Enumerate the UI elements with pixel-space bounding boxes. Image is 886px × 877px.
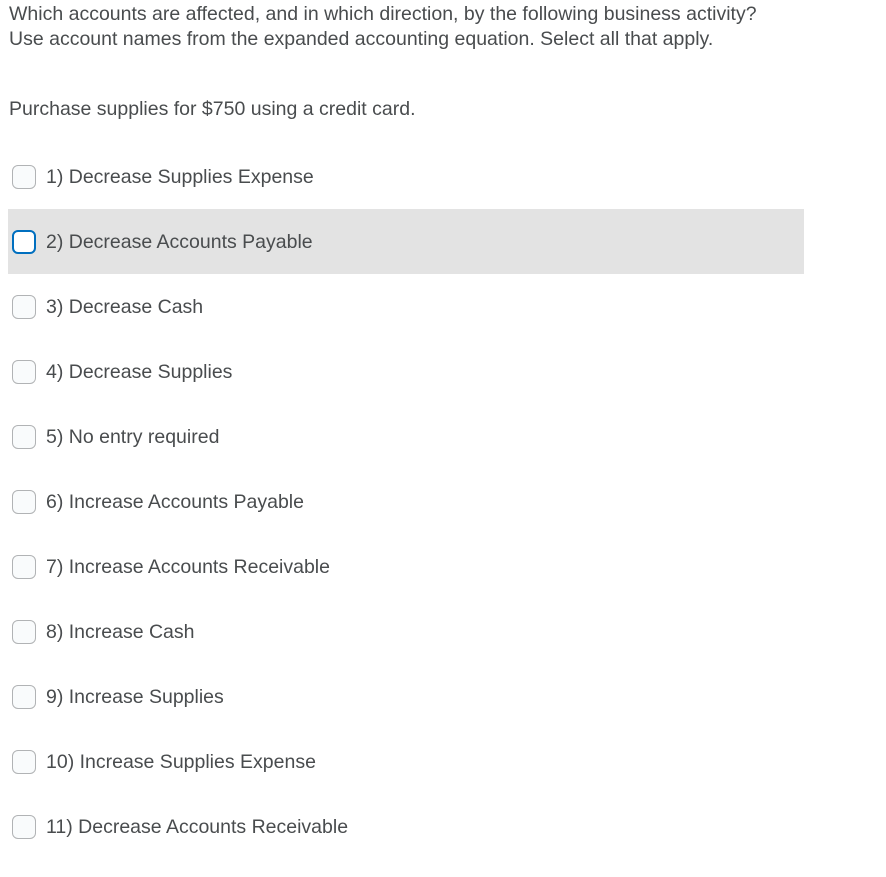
checkbox-10[interactable] xyxy=(12,750,36,774)
answer-option-1[interactable] xyxy=(8,144,804,209)
checkbox-7[interactable] xyxy=(12,555,36,579)
answer-option-6[interactable] xyxy=(8,469,804,534)
checkbox-6[interactable] xyxy=(12,490,36,514)
checkbox-11[interactable] xyxy=(12,815,36,839)
question-scenario: Purchase supplies for $750 using a credit card. xyxy=(9,98,416,120)
answer-label-10: 10) Increase Supplies Expense xyxy=(46,750,316,773)
checkbox-8[interactable] xyxy=(12,620,36,644)
checkbox-4[interactable] xyxy=(12,360,36,384)
checkbox-1[interactable] xyxy=(12,165,36,189)
answer-label-4: 4) Decrease Supplies xyxy=(46,360,233,383)
answer-option-11[interactable] xyxy=(8,794,804,859)
answer-option-2[interactable] xyxy=(8,209,804,274)
answer-option-4[interactable] xyxy=(8,339,804,404)
answer-label-6: 6) Increase Accounts Payable xyxy=(46,490,304,513)
answer-option-9[interactable] xyxy=(8,664,804,729)
question-prompt: Which accounts are affected, and in which direction, by the following business activity? Use account names from the expanded accounting equation. Select all that apply. xyxy=(9,3,757,50)
answer-options-list xyxy=(8,144,804,859)
answer-option-7[interactable] xyxy=(8,534,804,599)
answer-label-9: 9) Increase Supplies xyxy=(46,685,224,708)
checkbox-3[interactable] xyxy=(12,295,36,319)
answer-label-3: 3) Decrease Cash xyxy=(46,295,204,318)
answer-label-7: 7) Increase Accounts Receivable xyxy=(46,555,330,578)
answer-option-10[interactable] xyxy=(8,729,804,794)
answer-label-1: 1) Decrease Supplies Expense xyxy=(46,165,314,188)
answer-option-5[interactable] xyxy=(8,404,804,469)
answer-label-11: 11) Decrease Accounts Receivable xyxy=(46,815,349,838)
answer-label-2: 2) Decrease Accounts Payable xyxy=(46,230,313,253)
checkbox-5[interactable] xyxy=(12,425,36,449)
answer-option-8[interactable] xyxy=(8,599,804,664)
answer-label-5: 5) No entry required xyxy=(46,425,220,448)
checkbox-2[interactable] xyxy=(12,230,36,254)
answer-option-3[interactable] xyxy=(8,274,804,339)
checkbox-9[interactable] xyxy=(12,685,36,709)
answer-label-8: 8) Increase Cash xyxy=(46,620,195,643)
